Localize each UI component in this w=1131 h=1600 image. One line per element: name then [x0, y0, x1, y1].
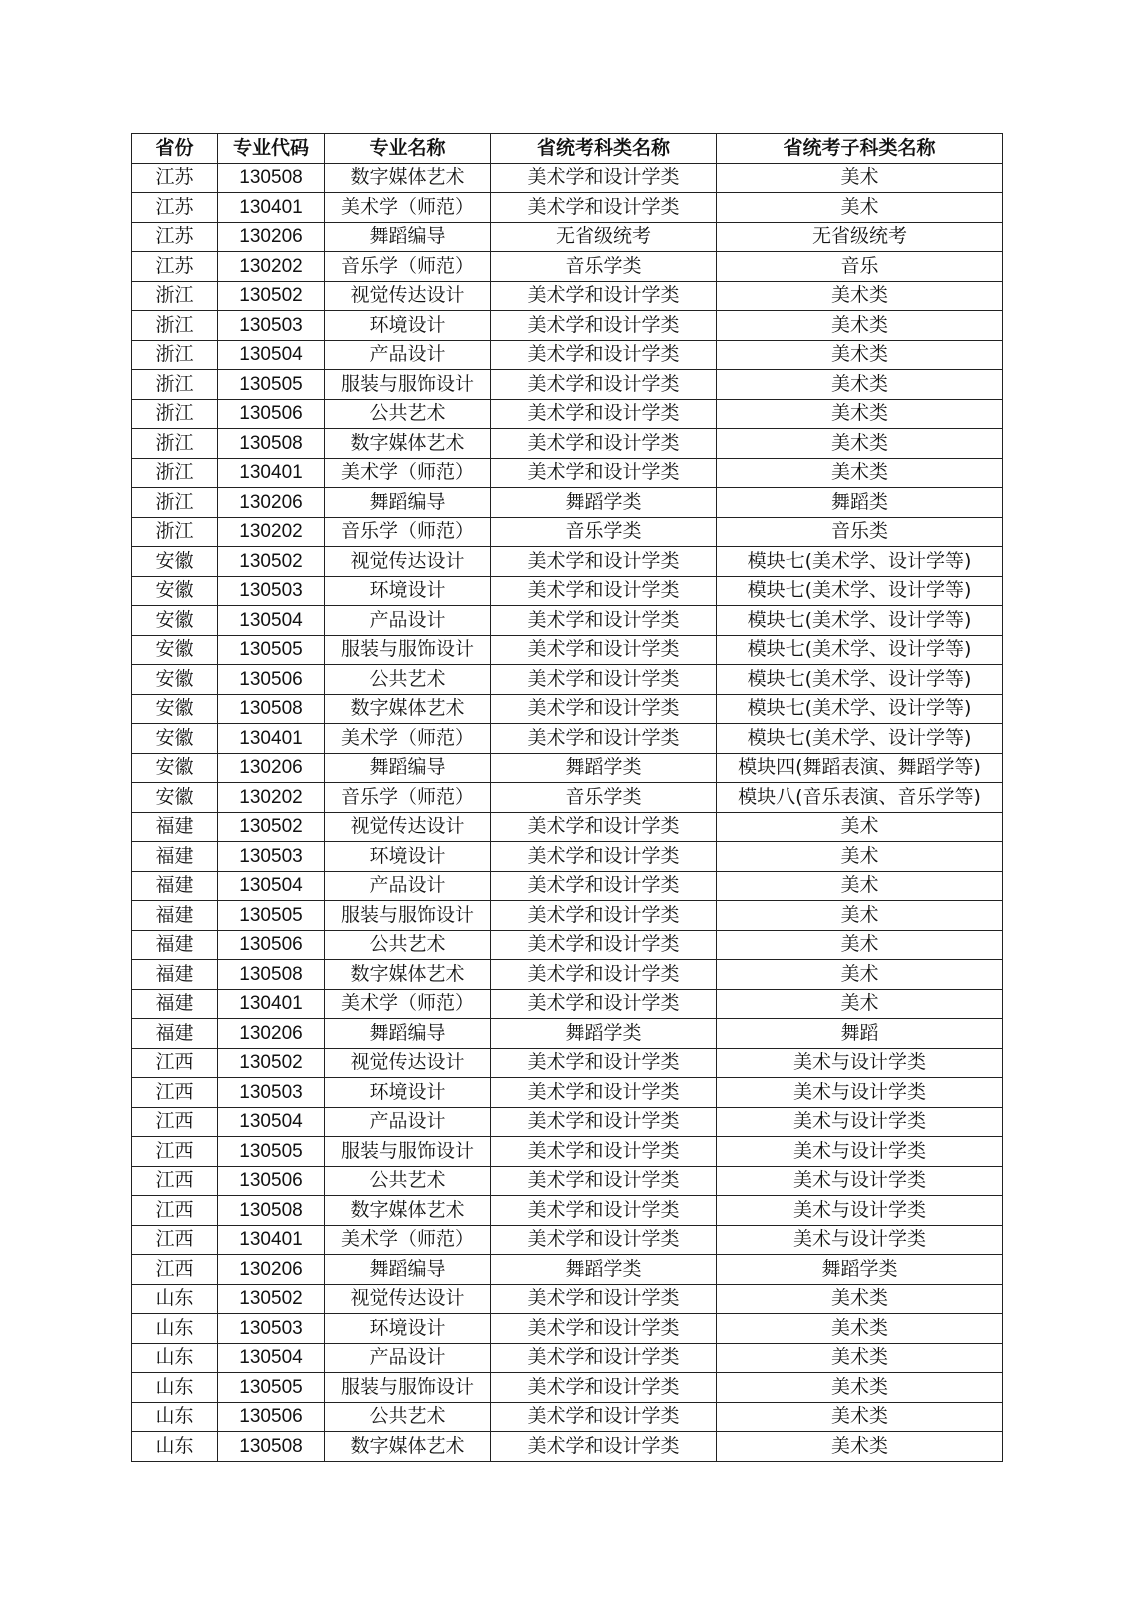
- cell-exam-subcategory: 美术: [717, 842, 1003, 872]
- cell-major-code: 130503: [218, 842, 325, 872]
- cell-major-code: 130502: [218, 281, 325, 311]
- cell-exam-category: 美术学和设计学类: [491, 1373, 717, 1403]
- cell-major-name: 数字媒体艺术: [325, 163, 491, 193]
- cell-major-name: 公共艺术: [325, 665, 491, 695]
- cell-major-name: 数字媒体艺术: [325, 1432, 491, 1462]
- table-row: [132, 665, 1003, 695]
- cell-exam-category: 美术学和设计学类: [491, 812, 717, 842]
- major-exam-table: [131, 133, 1003, 1462]
- cell-exam-subcategory: 美术类: [717, 281, 1003, 311]
- cell-province: 安徽: [132, 606, 218, 636]
- table-row: [132, 311, 1003, 341]
- cell-major-name: 服装与服饰设计: [325, 901, 491, 931]
- cell-exam-category: 舞蹈学类: [491, 488, 717, 518]
- cell-major-code: 130202: [218, 783, 325, 813]
- cell-exam-subcategory: 美术与设计学类: [717, 1225, 1003, 1255]
- cell-major-code: 130401: [218, 458, 325, 488]
- table-row: [132, 1048, 1003, 1078]
- cell-major-name: 美术学（师范）: [325, 193, 491, 223]
- cell-exam-subcategory: 美术类: [717, 399, 1003, 429]
- cell-major-name: 视觉传达设计: [325, 812, 491, 842]
- table-row: [132, 783, 1003, 813]
- cell-major-name: 环境设计: [325, 1078, 491, 1108]
- cell-exam-subcategory: 美术与设计学类: [717, 1107, 1003, 1137]
- table-row: [132, 606, 1003, 636]
- cell-exam-subcategory: 美术与设计学类: [717, 1196, 1003, 1226]
- table-row: [132, 340, 1003, 370]
- cell-major-code: 130506: [218, 1402, 325, 1432]
- cell-exam-subcategory: 美术类: [717, 340, 1003, 370]
- cell-exam-category: 美术学和设计学类: [491, 901, 717, 931]
- cell-exam-category: 美术学和设计学类: [491, 635, 717, 665]
- cell-major-name: 公共艺术: [325, 930, 491, 960]
- cell-major-code: 130502: [218, 1048, 325, 1078]
- cell-exam-category: 美术学和设计学类: [491, 1284, 717, 1314]
- cell-exam-category: 美术学和设计学类: [491, 724, 717, 754]
- cell-major-name: 舞蹈编导: [325, 1255, 491, 1285]
- cell-major-name: 舞蹈编导: [325, 753, 491, 783]
- cell-exam-subcategory: 模块七(美术学、设计学等): [717, 635, 1003, 665]
- cell-major-code: 130401: [218, 989, 325, 1019]
- cell-exam-subcategory: 美术类: [717, 1432, 1003, 1462]
- cell-exam-category: 音乐学类: [491, 252, 717, 282]
- cell-province: 福建: [132, 930, 218, 960]
- table-row: [132, 547, 1003, 577]
- table-row: [132, 1166, 1003, 1196]
- cell-major-name: 音乐学（师范）: [325, 517, 491, 547]
- cell-major-code: 130504: [218, 871, 325, 901]
- cell-major-name: 数字媒体艺术: [325, 694, 491, 724]
- cell-exam-subcategory: 美术与设计学类: [717, 1137, 1003, 1167]
- cell-exam-subcategory: 美术类: [717, 311, 1003, 341]
- cell-major-code: 130505: [218, 635, 325, 665]
- cell-exam-category: 美术学和设计学类: [491, 871, 717, 901]
- table-row: [132, 1107, 1003, 1137]
- cell-province: 福建: [132, 812, 218, 842]
- cell-exam-category: 美术学和设计学类: [491, 547, 717, 577]
- header-row: [132, 134, 1003, 164]
- table-row: [132, 1314, 1003, 1344]
- cell-exam-category: 音乐学类: [491, 517, 717, 547]
- cell-exam-category: 美术学和设计学类: [491, 340, 717, 370]
- table-row: [132, 1373, 1003, 1403]
- cell-exam-category: 美术学和设计学类: [491, 842, 717, 872]
- cell-province: 江西: [132, 1078, 218, 1108]
- cell-major-code: 130504: [218, 1107, 325, 1137]
- header-exam-subcategory: 省统考子科类名称: [717, 134, 1003, 164]
- cell-major-name: 服装与服饰设计: [325, 370, 491, 400]
- table-row: [132, 724, 1003, 754]
- cell-province: 安徽: [132, 783, 218, 813]
- cell-major-code: 130505: [218, 901, 325, 931]
- cell-province: 江苏: [132, 252, 218, 282]
- table-row: [132, 871, 1003, 901]
- cell-province: 福建: [132, 1019, 218, 1049]
- cell-major-code: 130401: [218, 724, 325, 754]
- cell-exam-category: 美术学和设计学类: [491, 576, 717, 606]
- cell-province: 江西: [132, 1225, 218, 1255]
- cell-exam-subcategory: 舞蹈: [717, 1019, 1003, 1049]
- cell-province: 福建: [132, 871, 218, 901]
- cell-exam-subcategory: 美术与设计学类: [717, 1166, 1003, 1196]
- table-row: [132, 930, 1003, 960]
- cell-province: 安徽: [132, 724, 218, 754]
- cell-province: 安徽: [132, 694, 218, 724]
- cell-major-code: 130505: [218, 1137, 325, 1167]
- cell-exam-category: 美术学和设计学类: [491, 1048, 717, 1078]
- cell-province: 安徽: [132, 547, 218, 577]
- cell-exam-subcategory: 美术: [717, 812, 1003, 842]
- cell-major-code: 130504: [218, 606, 325, 636]
- table-row: [132, 989, 1003, 1019]
- cell-province: 浙江: [132, 370, 218, 400]
- cell-exam-category: 舞蹈学类: [491, 1255, 717, 1285]
- cell-major-code: 130202: [218, 252, 325, 282]
- table-row: [132, 960, 1003, 990]
- cell-exam-subcategory: 音乐类: [717, 517, 1003, 547]
- cell-major-code: 130401: [218, 193, 325, 223]
- table-row: [132, 488, 1003, 518]
- cell-exam-subcategory: 模块八(音乐表演、音乐学等): [717, 783, 1003, 813]
- cell-exam-category: 美术学和设计学类: [491, 930, 717, 960]
- cell-major-name: 数字媒体艺术: [325, 960, 491, 990]
- cell-major-code: 130503: [218, 311, 325, 341]
- cell-major-name: 美术学（师范）: [325, 1225, 491, 1255]
- cell-province: 福建: [132, 989, 218, 1019]
- cell-province: 山东: [132, 1402, 218, 1432]
- cell-province: 江西: [132, 1166, 218, 1196]
- cell-exam-subcategory: 模块七(美术学、设计学等): [717, 576, 1003, 606]
- table-row: [132, 901, 1003, 931]
- cell-exam-category: 美术学和设计学类: [491, 1314, 717, 1344]
- cell-major-code: 130506: [218, 399, 325, 429]
- cell-major-name: 服装与服饰设计: [325, 635, 491, 665]
- table-row: [132, 812, 1003, 842]
- cell-province: 浙江: [132, 281, 218, 311]
- cell-province: 福建: [132, 842, 218, 872]
- cell-major-name: 环境设计: [325, 1314, 491, 1344]
- cell-exam-subcategory: 美术与设计学类: [717, 1048, 1003, 1078]
- cell-major-code: 130506: [218, 1166, 325, 1196]
- table-row: [132, 163, 1003, 193]
- cell-major-name: 美术学（师范）: [325, 989, 491, 1019]
- cell-major-name: 舞蹈编导: [325, 1019, 491, 1049]
- cell-major-name: 美术学（师范）: [325, 458, 491, 488]
- cell-major-code: 130508: [218, 694, 325, 724]
- table-row: [132, 1225, 1003, 1255]
- cell-major-code: 130206: [218, 1019, 325, 1049]
- cell-exam-subcategory: 无省级统考: [717, 222, 1003, 252]
- cell-major-code: 130502: [218, 1284, 325, 1314]
- table-row: [132, 1196, 1003, 1226]
- table-row: [132, 842, 1003, 872]
- cell-major-code: 130503: [218, 576, 325, 606]
- table-row: [132, 1284, 1003, 1314]
- cell-exam-subcategory: 模块七(美术学、设计学等): [717, 694, 1003, 724]
- cell-exam-category: 美术学和设计学类: [491, 1402, 717, 1432]
- cell-exam-subcategory: 美术类: [717, 1284, 1003, 1314]
- cell-exam-subcategory: 美术与设计学类: [717, 1078, 1003, 1108]
- cell-major-name: 公共艺术: [325, 1166, 491, 1196]
- cell-province: 浙江: [132, 488, 218, 518]
- header-major-code: 专业代码: [218, 134, 325, 164]
- table-row: [132, 1402, 1003, 1432]
- cell-province: 江西: [132, 1137, 218, 1167]
- table-row: [132, 281, 1003, 311]
- cell-major-code: 130202: [218, 517, 325, 547]
- cell-major-name: 环境设计: [325, 842, 491, 872]
- cell-province: 福建: [132, 960, 218, 990]
- table-header: [132, 134, 1003, 164]
- cell-province: 山东: [132, 1314, 218, 1344]
- cell-province: 山东: [132, 1284, 218, 1314]
- cell-major-name: 服装与服饰设计: [325, 1137, 491, 1167]
- cell-major-code: 130506: [218, 930, 325, 960]
- cell-exam-category: 美术学和设计学类: [491, 399, 717, 429]
- cell-major-code: 130503: [218, 1314, 325, 1344]
- table-row: [132, 399, 1003, 429]
- cell-province: 江苏: [132, 163, 218, 193]
- cell-exam-subcategory: 美术类: [717, 1402, 1003, 1432]
- cell-major-code: 130206: [218, 222, 325, 252]
- cell-major-code: 130206: [218, 1255, 325, 1285]
- cell-exam-subcategory: 美术类: [717, 1373, 1003, 1403]
- cell-major-code: 130503: [218, 1078, 325, 1108]
- table-row: [132, 517, 1003, 547]
- cell-exam-category: 无省级统考: [491, 222, 717, 252]
- cell-major-code: 130508: [218, 163, 325, 193]
- cell-exam-subcategory: 模块七(美术学、设计学等): [717, 665, 1003, 695]
- cell-exam-category: 舞蹈学类: [491, 753, 717, 783]
- cell-exam-category: 美术学和设计学类: [491, 311, 717, 341]
- cell-province: 江苏: [132, 222, 218, 252]
- cell-major-code: 130508: [218, 429, 325, 459]
- cell-exam-category: 美术学和设计学类: [491, 1078, 717, 1108]
- cell-exam-subcategory: 舞蹈类: [717, 488, 1003, 518]
- cell-major-code: 130502: [218, 812, 325, 842]
- cell-province: 安徽: [132, 665, 218, 695]
- cell-major-code: 130508: [218, 1196, 325, 1226]
- cell-province: 安徽: [132, 576, 218, 606]
- table-body: [132, 163, 1003, 1461]
- cell-major-name: 产品设计: [325, 1107, 491, 1137]
- cell-major-name: 音乐学（师范）: [325, 252, 491, 282]
- table-row: [132, 429, 1003, 459]
- cell-exam-category: 美术学和设计学类: [491, 1225, 717, 1255]
- cell-major-name: 环境设计: [325, 311, 491, 341]
- cell-exam-category: 美术学和设计学类: [491, 458, 717, 488]
- cell-exam-subcategory: 模块四(舞蹈表演、舞蹈学等): [717, 753, 1003, 783]
- cell-exam-category: 音乐学类: [491, 783, 717, 813]
- cell-exam-subcategory: 模块七(美术学、设计学等): [717, 547, 1003, 577]
- cell-exam-category: 美术学和设计学类: [491, 1107, 717, 1137]
- cell-major-name: 视觉传达设计: [325, 281, 491, 311]
- cell-major-code: 130505: [218, 1373, 325, 1403]
- cell-exam-category: 美术学和设计学类: [491, 1137, 717, 1167]
- cell-province: 江苏: [132, 193, 218, 223]
- table-row: [132, 1255, 1003, 1285]
- cell-exam-subcategory: 美术类: [717, 429, 1003, 459]
- table-row: [132, 1343, 1003, 1373]
- table-row: [132, 193, 1003, 223]
- cell-major-name: 视觉传达设计: [325, 1048, 491, 1078]
- cell-province: 山东: [132, 1432, 218, 1462]
- cell-province: 浙江: [132, 458, 218, 488]
- table-row: [132, 635, 1003, 665]
- header-major-name: 专业名称: [325, 134, 491, 164]
- cell-exam-category: 美术学和设计学类: [491, 606, 717, 636]
- cell-exam-subcategory: 美术类: [717, 458, 1003, 488]
- cell-exam-category: 美术学和设计学类: [491, 429, 717, 459]
- cell-exam-category: 美术学和设计学类: [491, 960, 717, 990]
- cell-major-code: 130505: [218, 370, 325, 400]
- table-row: [132, 1137, 1003, 1167]
- cell-major-code: 130504: [218, 1343, 325, 1373]
- cell-major-name: 音乐学（师范）: [325, 783, 491, 813]
- cell-major-name: 公共艺术: [325, 399, 491, 429]
- cell-exam-category: 美术学和设计学类: [491, 694, 717, 724]
- cell-province: 江西: [132, 1048, 218, 1078]
- cell-province: 浙江: [132, 429, 218, 459]
- cell-province: 山东: [132, 1373, 218, 1403]
- cell-province: 江西: [132, 1107, 218, 1137]
- cell-exam-subcategory: 模块七(美术学、设计学等): [717, 724, 1003, 754]
- cell-province: 安徽: [132, 753, 218, 783]
- table-row: [132, 1019, 1003, 1049]
- cell-exam-subcategory: 美术: [717, 989, 1003, 1019]
- table-row: [132, 252, 1003, 282]
- cell-exam-subcategory: 美术类: [717, 370, 1003, 400]
- cell-major-name: 美术学（师范）: [325, 724, 491, 754]
- cell-exam-category: 舞蹈学类: [491, 1019, 717, 1049]
- cell-major-code: 130506: [218, 665, 325, 695]
- cell-exam-category: 美术学和设计学类: [491, 989, 717, 1019]
- cell-province: 山东: [132, 1343, 218, 1373]
- cell-province: 江西: [132, 1196, 218, 1226]
- cell-province: 浙江: [132, 340, 218, 370]
- cell-major-name: 服装与服饰设计: [325, 1373, 491, 1403]
- cell-exam-subcategory: 音乐: [717, 252, 1003, 282]
- cell-exam-category: 美术学和设计学类: [491, 163, 717, 193]
- cell-major-name: 数字媒体艺术: [325, 1196, 491, 1226]
- cell-exam-subcategory: 模块七(美术学、设计学等): [717, 606, 1003, 636]
- cell-exam-subcategory: 美术: [717, 901, 1003, 931]
- cell-major-name: 舞蹈编导: [325, 222, 491, 252]
- table-row: [132, 1432, 1003, 1462]
- cell-major-name: 产品设计: [325, 606, 491, 636]
- cell-exam-category: 美术学和设计学类: [491, 665, 717, 695]
- cell-major-code: 130508: [218, 1432, 325, 1462]
- table-row: [132, 753, 1003, 783]
- cell-major-name: 公共艺术: [325, 1402, 491, 1432]
- cell-major-code: 130502: [218, 547, 325, 577]
- cell-major-name: 环境设计: [325, 576, 491, 606]
- cell-major-code: 130206: [218, 753, 325, 783]
- cell-major-code: 130206: [218, 488, 325, 518]
- cell-province: 浙江: [132, 517, 218, 547]
- cell-major-name: 产品设计: [325, 340, 491, 370]
- cell-exam-category: 美术学和设计学类: [491, 1343, 717, 1373]
- table-row: [132, 694, 1003, 724]
- header-province: 省份: [132, 134, 218, 164]
- cell-major-code: 130401: [218, 1225, 325, 1255]
- cell-major-code: 130508: [218, 960, 325, 990]
- cell-exam-category: 美术学和设计学类: [491, 193, 717, 223]
- cell-exam-subcategory: 舞蹈学类: [717, 1255, 1003, 1285]
- cell-exam-subcategory: 美术类: [717, 1343, 1003, 1373]
- cell-exam-subcategory: 美术: [717, 960, 1003, 990]
- cell-exam-category: 美术学和设计学类: [491, 1432, 717, 1462]
- table-row: [132, 458, 1003, 488]
- cell-major-name: 视觉传达设计: [325, 1284, 491, 1314]
- table-row: [132, 222, 1003, 252]
- cell-exam-subcategory: 美术类: [717, 1314, 1003, 1344]
- cell-exam-category: 美术学和设计学类: [491, 1166, 717, 1196]
- cell-exam-category: 美术学和设计学类: [491, 1196, 717, 1226]
- table-row: [132, 370, 1003, 400]
- cell-major-name: 视觉传达设计: [325, 547, 491, 577]
- cell-major-name: 产品设计: [325, 871, 491, 901]
- cell-exam-category: 美术学和设计学类: [491, 281, 717, 311]
- cell-exam-subcategory: 美术: [717, 193, 1003, 223]
- cell-major-name: 舞蹈编导: [325, 488, 491, 518]
- cell-major-code: 130504: [218, 340, 325, 370]
- table-row: [132, 1078, 1003, 1108]
- cell-exam-subcategory: 美术: [717, 871, 1003, 901]
- cell-major-name: 数字媒体艺术: [325, 429, 491, 459]
- cell-major-name: 产品设计: [325, 1343, 491, 1373]
- table-row: [132, 576, 1003, 606]
- cell-exam-category: 美术学和设计学类: [491, 370, 717, 400]
- cell-province: 福建: [132, 901, 218, 931]
- header-exam-category: 省统考科类名称: [491, 134, 717, 164]
- cell-province: 浙江: [132, 399, 218, 429]
- cell-province: 浙江: [132, 311, 218, 341]
- cell-exam-subcategory: 美术: [717, 930, 1003, 960]
- cell-province: 安徽: [132, 635, 218, 665]
- cell-exam-subcategory: 美术: [717, 163, 1003, 193]
- cell-province: 江西: [132, 1255, 218, 1285]
